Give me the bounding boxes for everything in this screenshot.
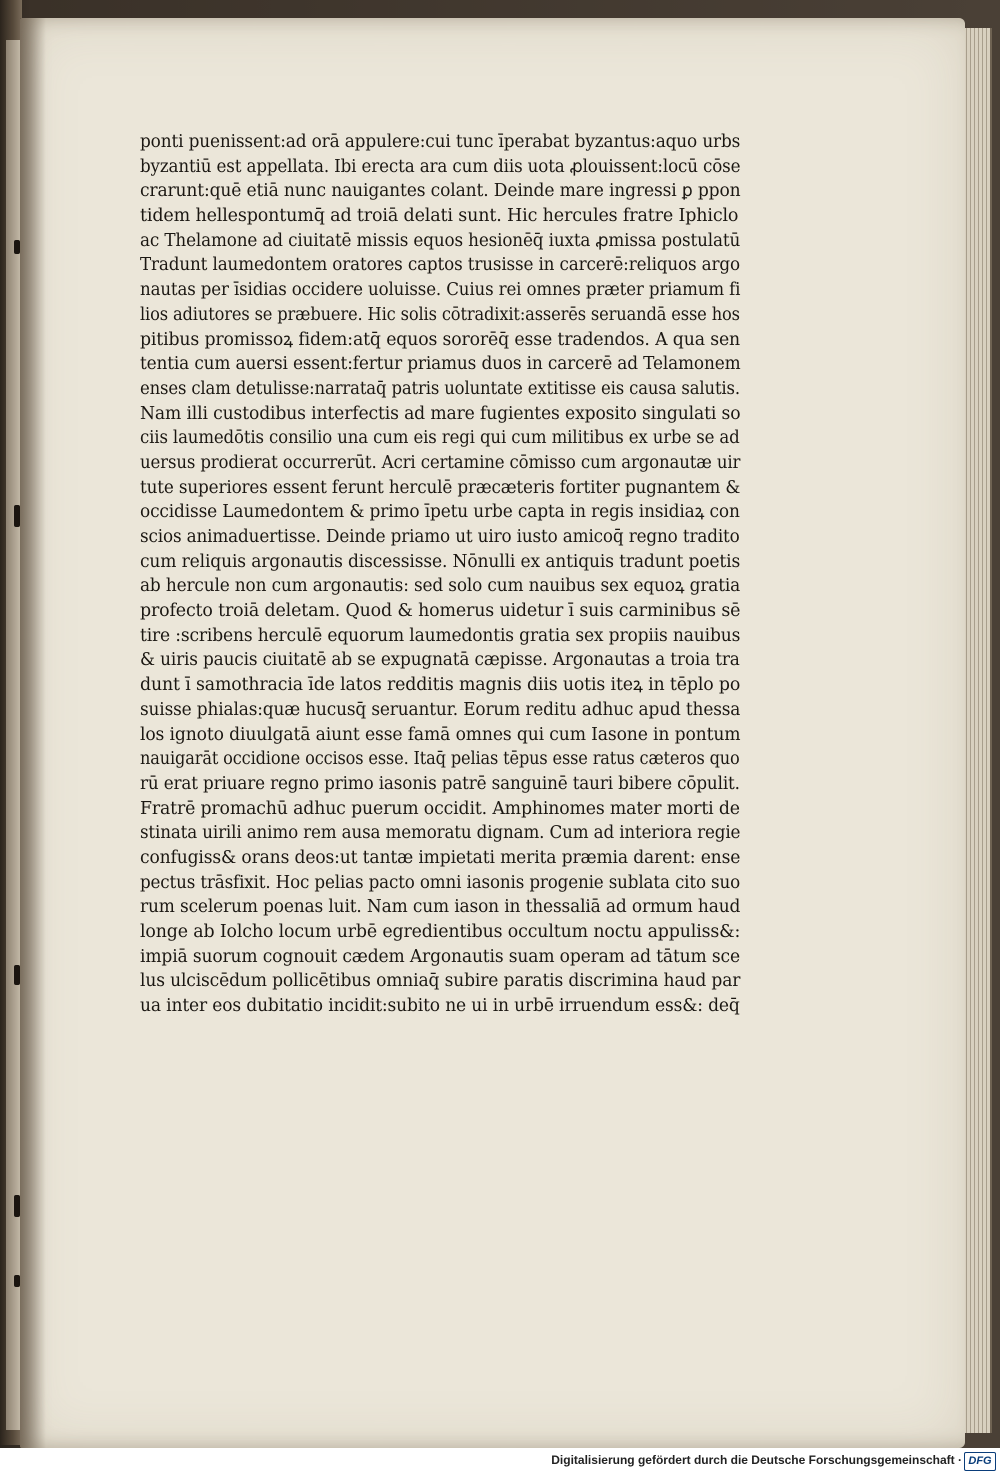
- text-line: enses clam detulisse:narrataq̄ patris uoluntate extitisse eis causa salutis.: [140, 378, 740, 399]
- text-line: pitibus promissoꝝ fidem:atq̄ equos sororēq̄ esse tradendos. A qua sen: [140, 329, 741, 350]
- text-line: longe ab Iolcho locum urbē egredientibus occultum noctu appuliss&:: [140, 922, 741, 942]
- text-line: lios adiutores se præbuere. Hic solis cōtradixit:asserēs seruandā esse hos: [140, 304, 740, 325]
- text-line: pectus trāsfixit. Hoc pelias pacto omni iasonis progenie sublata cito suo: [140, 872, 741, 893]
- text-line: cum reliquis argonautis discessisse. Nōnulli ex antiquis tradunt poetis: [140, 551, 741, 572]
- text-line: rū erat priuare regno primo iasonis patrē sanguinē tauri bibere cōpulit.: [140, 773, 740, 794]
- funding-credit: Digitalisierung gefördert durch die Deutsche Forschungsgemeinschaft ·: [551, 1453, 962, 1467]
- text-line: occidisse Laumedontem & primo īpetu urbe capta in regis insidiaꝝ con: [140, 502, 740, 523]
- gutter-shadow: [20, 18, 46, 1448]
- text-line: los ignoto diuulgatā aiunt esse famā omnes qui cum Iasone in pontum: [140, 724, 741, 745]
- text-line: dunt ī samothracia īde latos redditis magnis diis uotis iteꝝ in tēplo po: [140, 675, 741, 696]
- text-line: tidem hellespontumq̄ ad troiā delati sunt. Hic hercules fratre Iphiclo: [140, 206, 739, 227]
- text-line: ciis laumedōtis consilio una cum eis regi qui cum militibus ex urbe se ad: [140, 428, 740, 449]
- text-line: nautas per īsidias occidere uoluisse. Cuius rei omnes præter priamum fi: [140, 280, 741, 301]
- text-line: nauigarāt occidione occisos esse. Itaq̄ pelias tēpus esse ratus cæteros quo: [140, 749, 740, 770]
- binding-clip-mark: [14, 505, 20, 527]
- text-line: uersus prodierat occurrerūt. Acri certamine cōmisso cum argonautæ uir: [140, 452, 741, 473]
- text-line: byzantiū est appellata. Ibi erecta ara cum diis uota ꝓlouissent:locū cōse: [140, 156, 741, 177]
- text-line: & uiris paucis ciuitatē ab se expugnatā cæpisse. Argonautas a troia tra: [140, 650, 740, 671]
- text-line: ua inter eos dubitatio incidit:subito ne ui in urbē irruendum ess&: deq̄: [140, 996, 740, 1017]
- text-line: confugiss& orans deos:ut tantæ impietati merita præmia darent: ense: [140, 847, 741, 868]
- text-line: Nam illi custodibus interfectis ad mare fugientes exposito singulati so: [140, 403, 741, 424]
- digitization-footer: [0, 1448, 1000, 1475]
- dfg-logo: DFG: [964, 1452, 996, 1471]
- text-line: stinata uirili animo rem ausa memoratu dignam. Cum ad interiora regie: [140, 823, 741, 844]
- text-line: scios animaduertisse. Deinde priamo ut uiro iusto amicoq̄ regno tradito: [140, 527, 740, 547]
- binding-clip-mark: [14, 1195, 20, 1217]
- text-line: Tradunt laumedontem oratores captos trusisse in carcerē:reliquos argo: [140, 255, 740, 276]
- text-line: ab hercule non cum argonautis: sed solo cum nauibus sex equoꝝ gratia: [140, 576, 741, 597]
- text-line: impiā suorum cognouit cædem Argonautis suam operam ad tātum sce: [140, 946, 740, 967]
- binding-clip-mark: [14, 240, 20, 254]
- text-line: suisse phialas:quæ hucusq̄ seruantur. Eorum reditu adhuc apud thessa: [140, 699, 741, 720]
- text-line: tute superiores essent ferunt herculē præcæteris fortiter pugnantem &: [140, 477, 741, 498]
- text-line: lus ulciscēdum pollicētibus omniaq̄ subire paratis discrimina haud par: [140, 971, 741, 992]
- text-line: ponti puenissent:ad orā appulere:cui tunc īperabat byzantus:aquo urbs: [140, 132, 741, 152]
- text-line: Fratrē promachū adhuc puerum occidit. Amphinomes mater morti de: [140, 798, 740, 819]
- text-line: crarunt:quē etiā nunc nauigantes colant. Deinde mare ingressi ꝑ ppon: [140, 181, 741, 202]
- text-line: profecto troiā deletam. Quod & homerus uidetur ī suis carminibus sē: [140, 601, 741, 622]
- incunable-text-block: [140, 130, 740, 1019]
- text-line: rum scelerum poenas luit. Nam cum iason in thessaliā ad ormum haud: [140, 897, 741, 918]
- text-line: tentia cum auersi essent:fertur priamus duos in carcerē ad Telamonem: [140, 354, 741, 375]
- binding-clip-mark: [14, 965, 20, 985]
- text-line: ac Thelamone ad ciuitatē missis equos hesionēq̄ iuxta ꝓmissa postulatū: [140, 230, 741, 251]
- text-line: tire :scribens herculē equorum laumedontis gratia sex propiis nauibus: [140, 625, 741, 646]
- binding-clip-mark: [14, 1275, 20, 1287]
